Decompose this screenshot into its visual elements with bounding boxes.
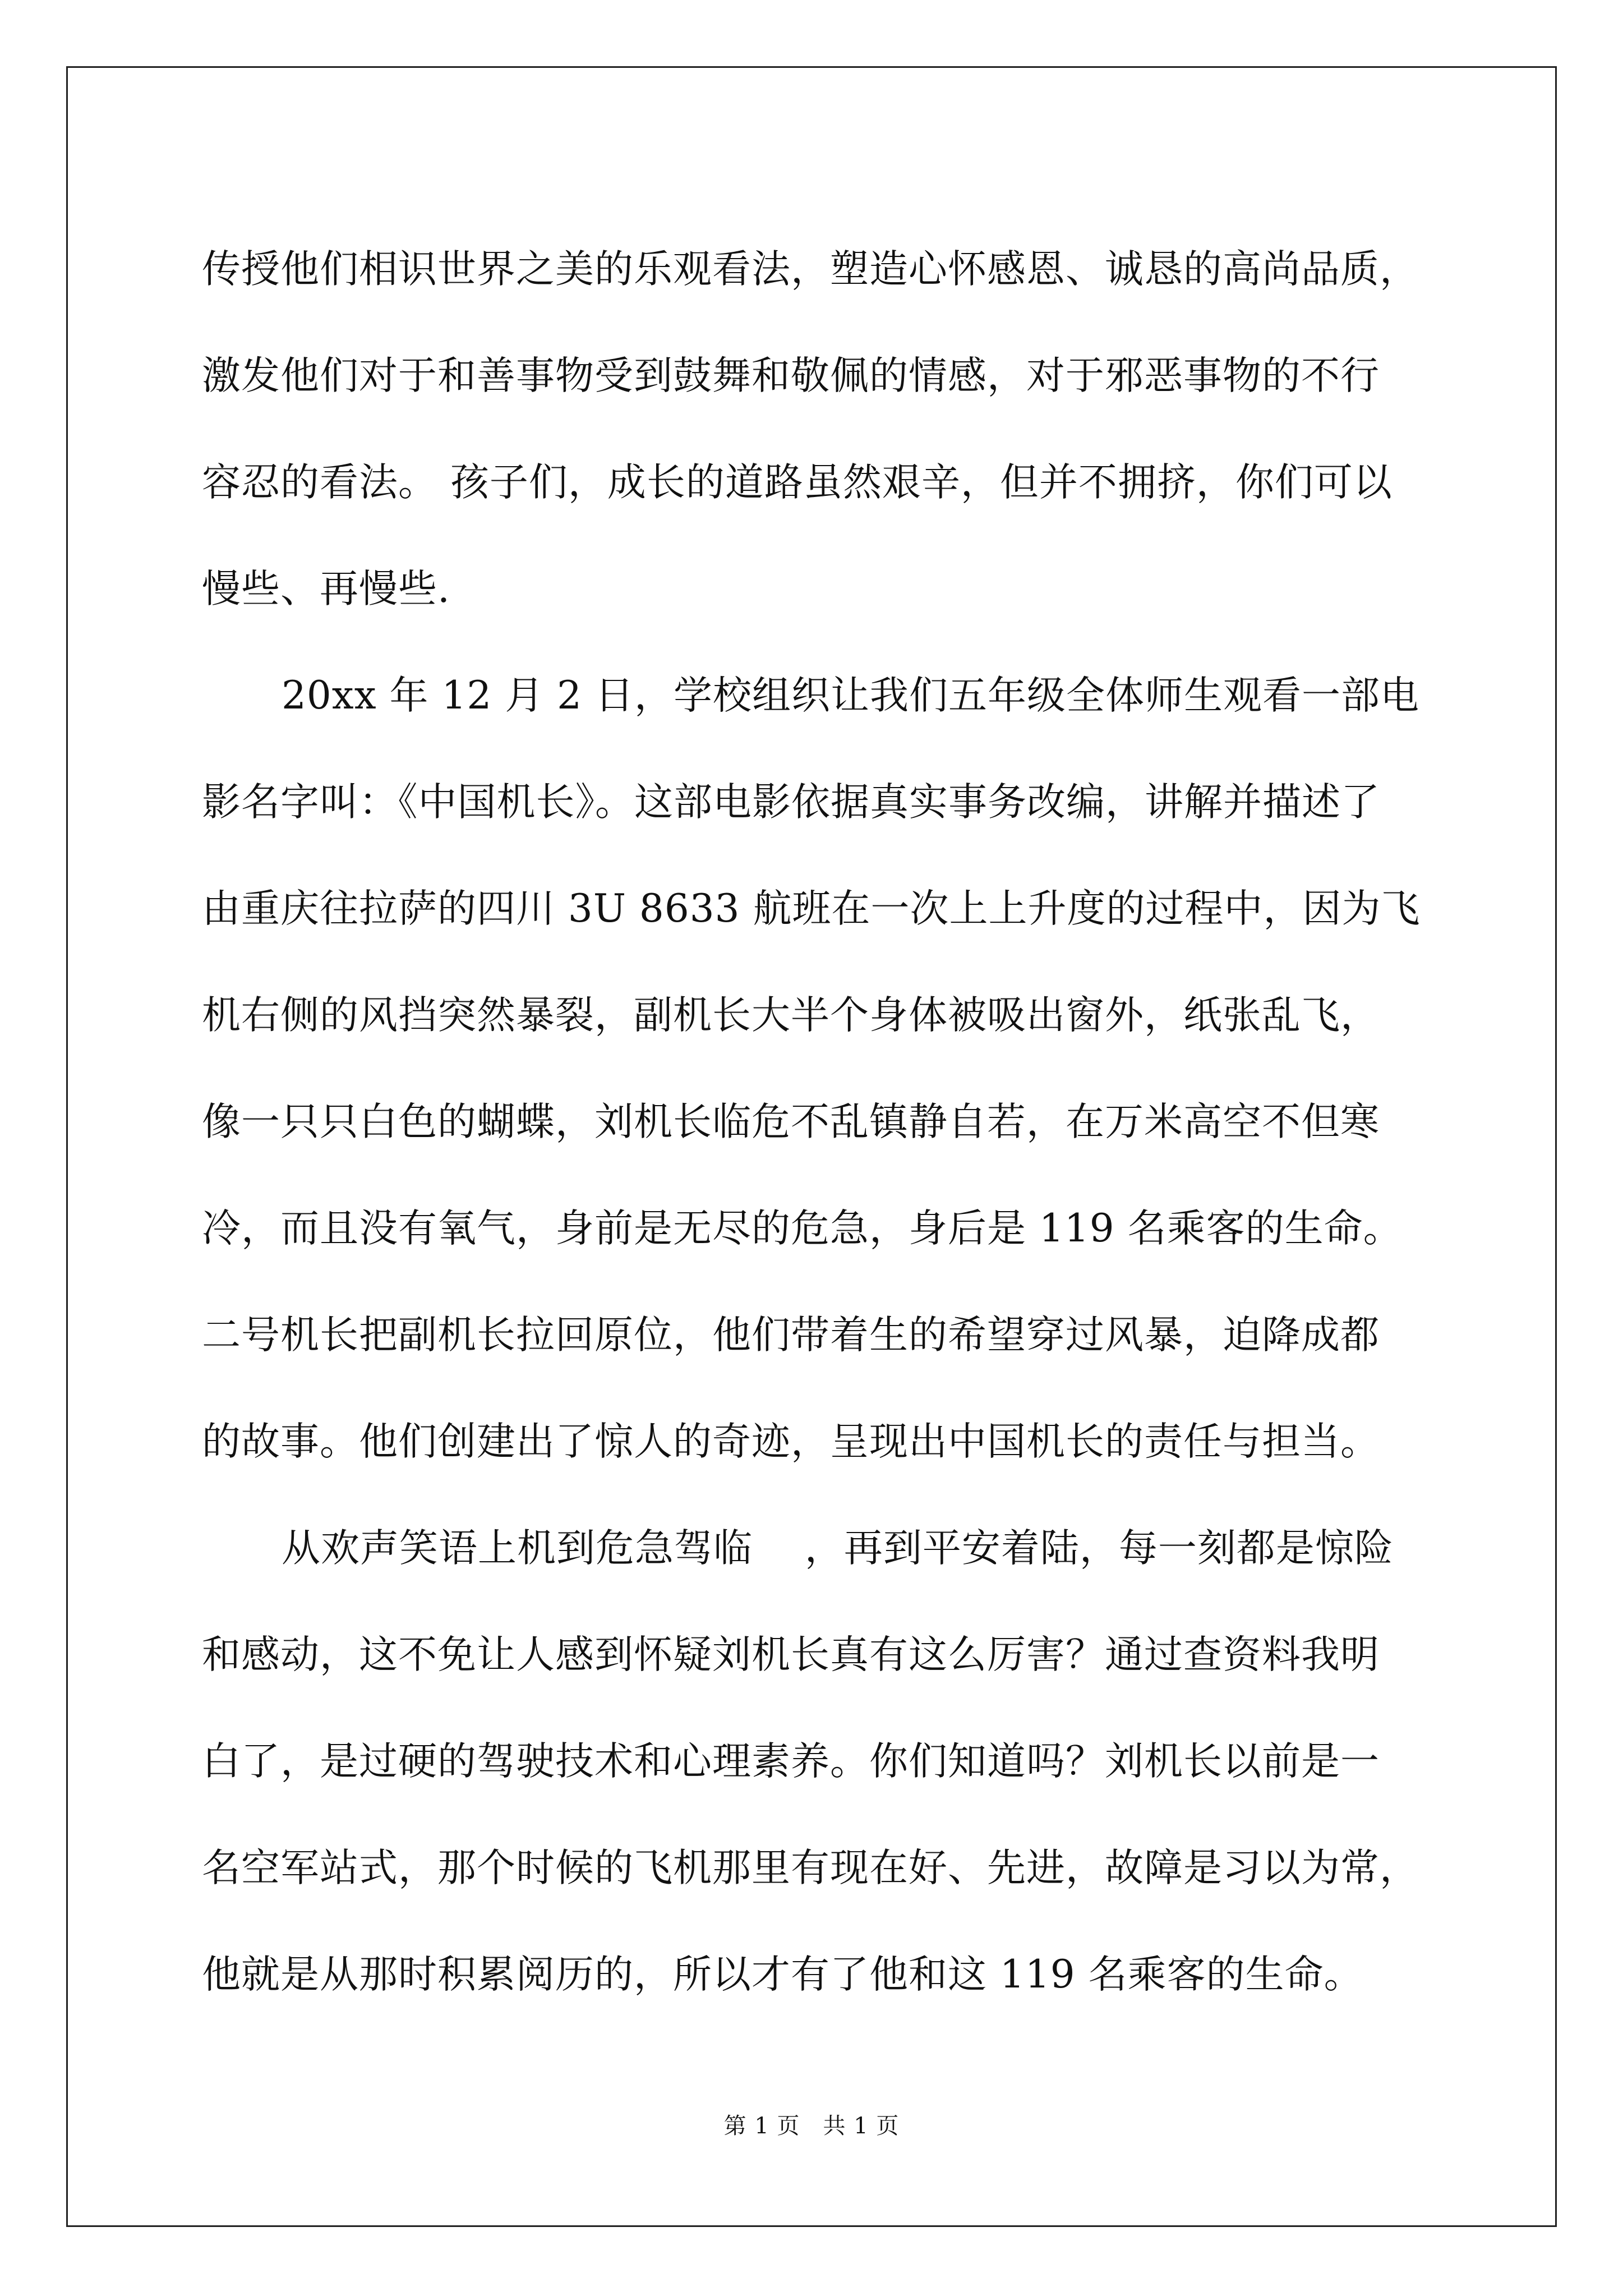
text-line-15: 白了，是过硬的驾驶技术和心理素养。你们知道吗？刘机长以前是一 bbox=[202, 1739, 1380, 1784]
text-line-9: 像一只只白色的蝴蝶，刘机长临危不乱镇静自若，在万米高空不但寒 bbox=[202, 1099, 1380, 1144]
text-line-12: 的故事。他们创建出了惊人的奇迹，呈现出中国机长的责任与担当。 bbox=[202, 1419, 1380, 1464]
text-line-5: 20xx 年 12 月 2 日，学校组织让我们五年级全体师生观看一部电 bbox=[282, 673, 1419, 718]
text-line-16: 名空军站式，那个时候的飞机那里有现在好、先进，故障是习以为常， bbox=[202, 1846, 1419, 1890]
text-line-1: 传授他们相识世界之美的乐观看法，塑造心怀感恩、诚恳的高尚品质， bbox=[202, 247, 1419, 292]
text-line-6: 影名字叫：《中国机长》。这部电影依据真实事务改编，讲解并描述了 bbox=[202, 780, 1380, 825]
text-line-11: 二号机长把副机长拉回原位，他们带着生的希望穿过风暴，迫降成都 bbox=[202, 1313, 1380, 1358]
text-line-10: 冷，而且没有氧气，身前是无尽的危急，身后是 119 名乘客的生命。 bbox=[202, 1206, 1403, 1251]
text-line-14: 和感动，这不免让人感到怀疑刘机长真有这么厉害？通过查资料我明 bbox=[202, 1632, 1380, 1677]
text-line-4: 慢些、再慢些. bbox=[202, 567, 450, 611]
text-line-3: 容忍的看法。 孩子们，成长的道路虽然艰辛，但并不拥挤，你们可以 bbox=[202, 460, 1393, 505]
text-line-13: 从欢声笑语上机到危急驾临 ，再到平安着陆，每一刻都是惊险 bbox=[282, 1526, 1394, 1571]
document-body bbox=[202, 216, 1424, 2028]
text-line-7: 由重庆往拉萨的四川 3U 8633 航班在一次上上升度的过程中，因为飞 bbox=[202, 886, 1421, 931]
text-line-17: 他就是从那时积累阅历的，所以才有了他和这 119 名乘客的生命。 bbox=[202, 1952, 1363, 1997]
text-line-2: 激发他们对于和善事物受到鼓舞和敬佩的情感，对于邪恶事物的不行 bbox=[202, 353, 1380, 398]
page-footer: 第 1 页 共 1 页 bbox=[723, 2113, 900, 2139]
text-line-8: 机右侧的风挡突然暴裂，副机长大半个身体被吸出窗外，纸张乱飞， bbox=[202, 993, 1380, 1038]
